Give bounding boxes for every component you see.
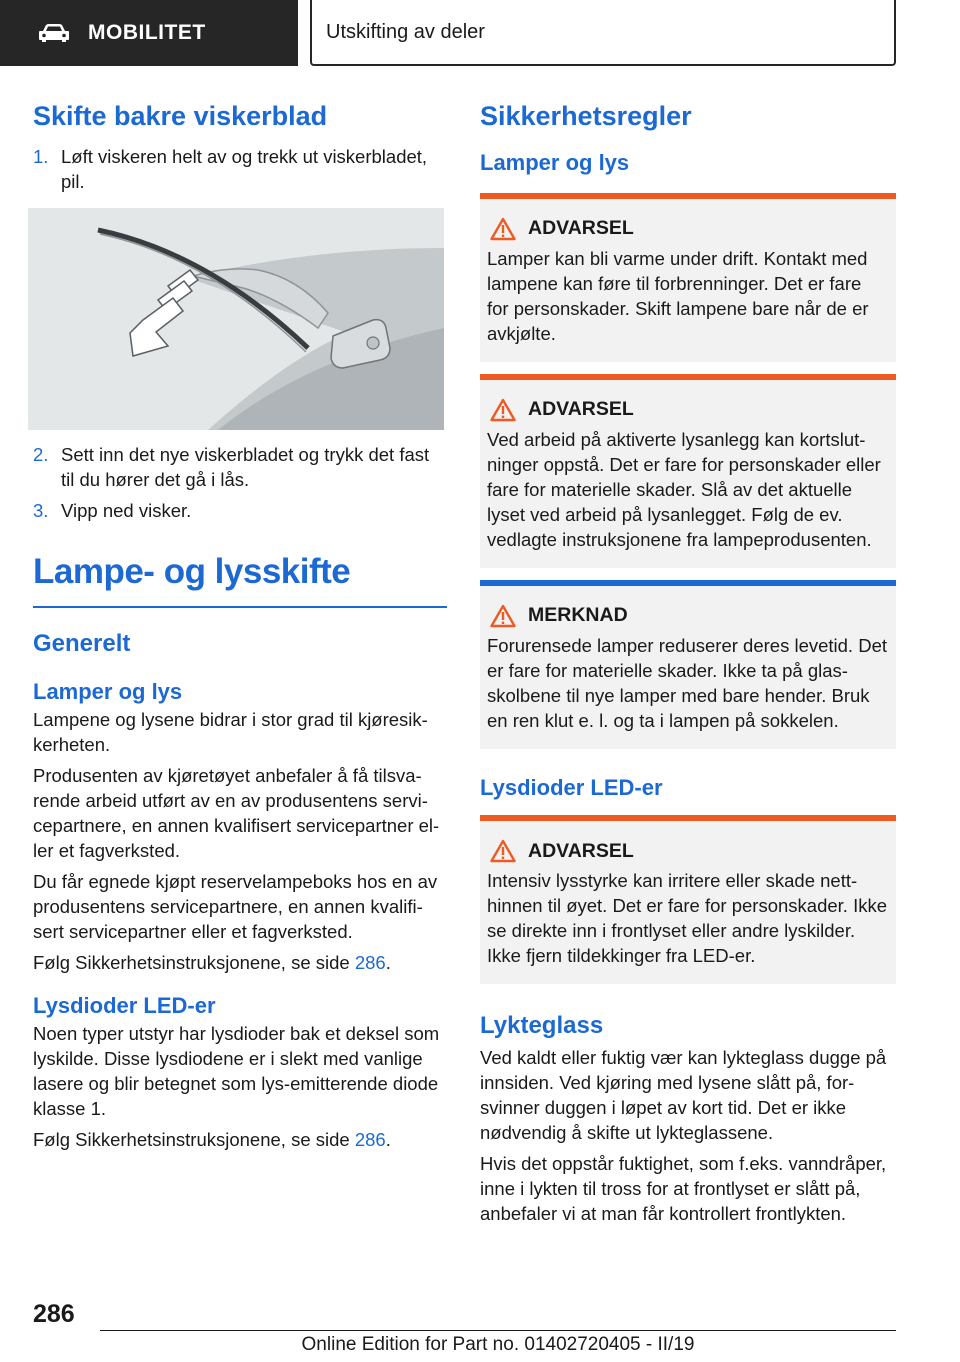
warning-text: Lamper kan bli varme under drift. Kontakt med lampene kan føre til forbrenninger. Det er fare for personskader. Skift lampene bare når de er avkjølte.	[487, 247, 869, 344]
page-link[interactable]: 286	[354, 1129, 386, 1151]
step-3	[33, 498, 447, 523]
paragraph: Du får egnede kjøpt reservelampeboks hos en av produsentens servicepartnere, en annen kvalifisert servicepartner eller et fagverksted.	[33, 871, 438, 943]
section-tab-label: MOBILITET	[88, 21, 206, 44]
section-tab[interactable]	[0, 0, 298, 66]
step-number: 1.	[33, 146, 49, 168]
page-header	[0, 0, 960, 66]
step-text: Løft viskeren helt av og trekk ut viskerbladet, pil.	[61, 146, 428, 193]
page-link[interactable]: 286	[354, 952, 386, 974]
paragraph: Hvis det oppstår fuktighet, som f.eks. vanndråper, inne i lykten til tross for at frontlyset er slått på, anbefaler vi at man får kontrollert frontlykten.	[480, 1152, 887, 1224]
paragraph: Noen typer utstyr har lysdioder bak et deksel som lyskilde. Disse lysdiodene er i slekt med vanlige lasere og blir betegnet som lys-emitterende diode klasse 1.	[33, 1023, 440, 1120]
note-box	[480, 580, 896, 749]
step-number: 3.	[33, 500, 49, 522]
warning-box	[480, 374, 896, 568]
lamps-subtitle: Lamper og lys	[33, 678, 183, 704]
lens-title: Lykteglass	[480, 1012, 604, 1040]
wiper-drawing	[28, 208, 444, 430]
warning-label: ADVARSEL	[528, 217, 634, 240]
text: .	[385, 952, 391, 974]
warning-title	[487, 398, 888, 422]
warning-triangle-icon	[490, 839, 516, 863]
paragraph	[33, 1127, 447, 1152]
led-subtitle: Lysdioder LED-er	[33, 993, 216, 1019]
chapter-tab-label: Utskifting av deler	[326, 20, 485, 43]
step-2	[33, 442, 447, 492]
right-column	[480, 100, 896, 1226]
note-title	[487, 604, 888, 628]
general-title: Generelt	[33, 629, 131, 657]
step-number: 2.	[33, 444, 49, 466]
warning-triangle-icon	[490, 398, 516, 422]
paragraph: Lampene og lysene bidrar i stor grad til kjøresikkerheten.	[33, 709, 428, 756]
step-text: Vipp ned visker.	[61, 500, 192, 522]
left-column	[33, 100, 447, 1152]
warning-label: ADVARSEL	[528, 839, 634, 862]
step-text: Sett inn det nye viskerbladet og trykk det fast til du hører det gå i lås.	[61, 444, 430, 491]
text: Følg Sikkerhetsinstruksjonene, se side	[33, 952, 355, 974]
text: Følg Sikkerhetsinstruksjonene, se side	[33, 1129, 355, 1151]
warning-text: Ved arbeid på aktiverte lysanlegg kan kortslutninger oppstå. Det er fare for personskader eller fare for materielle skader. Slå av det aktuelle lyset ved arbeid på lysanlegget. Følg de ev. vedlagte instruksjonene fra lampeprodusenten.	[487, 428, 881, 550]
warning-triangle-icon	[490, 217, 516, 241]
chapter-tab[interactable]	[310, 0, 896, 66]
warning-box	[480, 193, 896, 362]
warning-label: ADVARSEL	[528, 398, 634, 421]
page-number: 286	[33, 1300, 75, 1328]
safety-title: Sikkerhetsregler	[480, 101, 692, 131]
paragraph	[33, 950, 447, 975]
paragraph: Ved kaldt eller fuktig vær kan lykteglass dugge på innsiden. Ved kjøring med lysene slått på, forsvinner duggen i løpet av kort tid. Det er ikke nødvendig å skifte ut lykteglassene.	[480, 1046, 887, 1143]
warning-title	[487, 839, 888, 863]
led-subtitle: Lysdioder LED-er	[480, 774, 663, 800]
paragraph: Produsenten av kjøretøyet anbefaler å få tilsvarende arbeid utført av en av produsentens servicepartnere, en annen kvalifisert servicepartner eller et fagverksted.	[33, 765, 440, 862]
lamp-change-title: Lampe- og lysskifte	[33, 553, 447, 608]
edition-text: Online Edition for Part no. 01402720405 - II/19	[301, 1334, 695, 1355]
note-label: MERKNAD	[528, 604, 628, 627]
step-1	[33, 144, 447, 194]
wiper-illustration	[28, 208, 444, 430]
warning-title	[487, 217, 888, 241]
footer-divider	[100, 1330, 896, 1331]
text: .	[385, 1129, 391, 1151]
warning-box	[480, 815, 896, 984]
lamps-subtitle: Lamper og lys	[480, 150, 630, 176]
warning-text: Intensiv lysstyrke kan irritere eller skade netthinnen til øyet. Det er fare for personskader. Ikke se direkte inn i frontlyset eller andre lyskilder. Ikke fjern tildekkinger fra LED-er.	[487, 870, 887, 967]
car-icon	[38, 23, 70, 43]
wiper-title: Skifte bakre viskerblad	[33, 101, 328, 131]
warning-triangle-icon	[490, 604, 516, 628]
note-text: Forurensede lamper reduserer deres levetid. Det er fare for materielle skader. Ikke ta på glasskolbene til nye lamper med bare hender. Bruk en ren klut e. l. og ta i lampen på sokkelen.	[487, 634, 887, 731]
